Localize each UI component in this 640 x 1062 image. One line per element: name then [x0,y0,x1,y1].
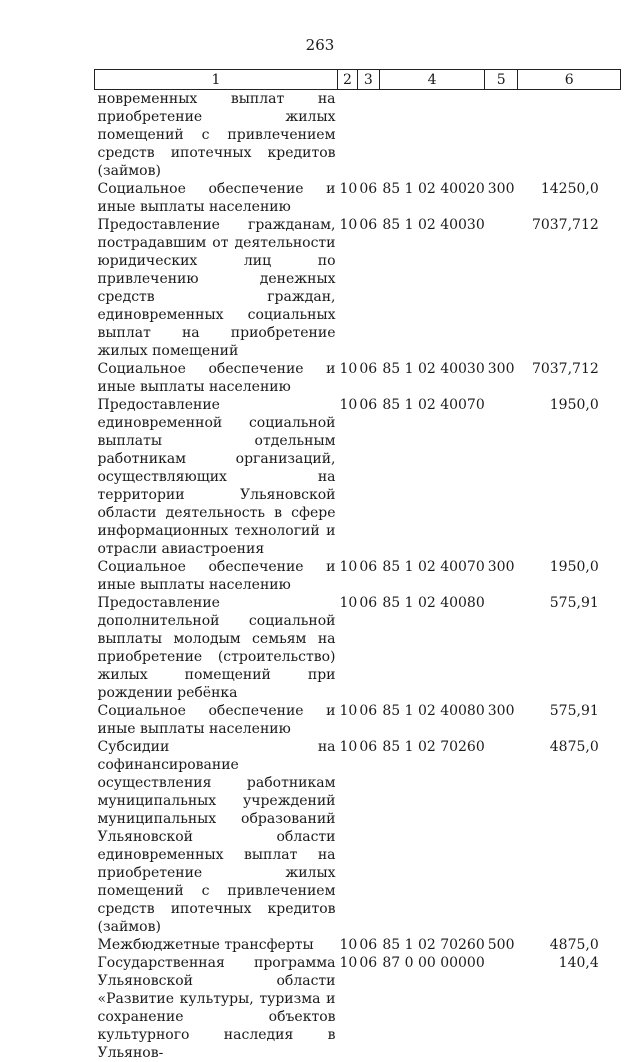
row-name-cell: Предоставление дополнительной социальной выплаты молодым семьям на приобретение (строительство) жилых помещений при рождении ребёнка [97,595,336,701]
table-row [95,396,621,558]
row-subsection-cell: 06 [359,361,378,377]
table-row [95,954,621,1062]
row-target-article-cell: 85 1 02 40080 [382,703,485,719]
row-amount-cell: 575,91 [549,595,599,611]
row-amount-cell: 1950,0 [549,559,599,575]
table-row [95,216,621,360]
row-subsection-cell: 06 [359,937,378,953]
row-name-cell: Субсидии на софинансирование осуществления работникам муниципальных учреждений муниципальных образований Ульяновской области единовременных выплат на приобретение жилых помещений с привлечением средств ипотечных кредитов (займов) [97,739,336,935]
row-subsection-cell: 06 [359,397,378,413]
table-row [95,936,621,954]
header-col-6: 6 [518,70,621,90]
row-section-cell: 10 [339,217,358,233]
header-col-3: 3 [357,70,379,90]
row-section-cell: 10 [339,703,358,719]
row-section-cell: 10 [339,937,358,953]
row-name-cell: Социальное обеспечение и иные выплаты населению [97,181,336,215]
row-section-cell: 10 [339,955,358,971]
row-expense-type-cell [485,954,518,1062]
row-name-cell: Социальное обеспечение и иные выплаты населению [97,361,336,395]
row-subsection-cell: 06 [359,559,378,575]
row-name-cell: новременных выплат на приобретение жилых помещений с привлечением средств ипотечных кредитов (займов) [97,91,336,179]
row-target-article-cell [379,90,484,181]
row-amount-cell [518,90,621,181]
table-row [95,558,621,594]
row-subsection-cell: 06 [359,181,378,197]
row-amount-cell: 140,4 [558,955,599,971]
row-name-cell: Предоставление гражданам, пострадавшим от деятельности юридических лиц по привлечению денежных средств граждан, единовременных социальных выплат на приобретение жилых помещений [97,217,336,359]
row-amount-cell: 7037,712 [531,361,599,377]
row-name-cell: Социальное обеспечение и иные выплаты населению [97,703,336,737]
page-number: 263 [305,36,335,54]
row-subsection-cell: 06 [359,955,378,971]
row-target-article-cell: 85 1 02 70260 [382,739,485,755]
row-subsection-cell [357,90,379,181]
row-section-cell: 10 [339,739,358,755]
row-name-cell: Социальное обеспечение и иные выплаты населению [97,559,336,593]
row-expense-type-cell: 500 [487,937,515,953]
table-row [95,702,621,738]
row-expense-type-cell [485,216,518,360]
row-subsection-cell: 06 [359,595,378,611]
row-target-article-cell: 87 0 00 00000 [382,955,485,971]
header-col-1: 1 [95,70,338,90]
row-amount-cell: 4875,0 [549,739,599,755]
row-amount-cell: 7037,712 [531,217,599,233]
row-expense-type-cell [485,738,518,936]
table-row [95,360,621,396]
row-amount-cell: 4875,0 [549,937,599,953]
row-subsection-cell: 06 [359,739,378,755]
table-row [95,90,621,181]
budget-table [94,69,621,1062]
row-expense-type-cell [485,594,518,702]
row-name-cell: Межбюджетные трансферты [97,937,314,953]
row-target-article-cell: 85 1 02 40020 [382,181,485,197]
row-subsection-cell: 06 [359,217,378,233]
row-amount-cell: 1950,0 [549,397,599,413]
table-row [95,594,621,702]
row-section-cell: 10 [339,595,358,611]
row-target-article-cell: 85 1 02 40070 [382,559,485,575]
table-row [95,738,621,936]
row-expense-type-cell: 300 [487,361,515,377]
row-amount-cell: 14250,0 [540,181,599,197]
row-target-article-cell: 85 1 02 40070 [382,397,485,413]
row-name-cell: Государственная программа Ульяновской области «Развитие культуры, туризма и сохранение объектов культурного наследия в Ульянов- [97,955,336,1061]
header-col-5: 5 [485,70,518,90]
row-expense-type-cell: 300 [487,703,515,719]
row-expense-type-cell: 300 [487,181,515,197]
row-target-article-cell: 85 1 02 40030 [382,217,485,233]
row-subsection-cell: 06 [359,703,378,719]
row-target-article-cell: 85 1 02 40080 [382,595,485,611]
row-amount-cell: 575,91 [549,703,599,719]
row-section-cell: 10 [339,397,358,413]
row-section-cell: 10 [339,361,358,377]
header-row [95,70,621,90]
row-expense-type-cell [485,396,518,558]
row-target-article-cell: 85 1 02 40030 [382,361,485,377]
row-name-cell: Предоставление единовременной социальной выплаты отдельным работникам организаций, осуществляющих на территории Ульяновской области деятельность в сфере информационных технологий и отрасли авиастроения [97,397,336,557]
row-section-cell: 10 [339,181,358,197]
header-col-4: 4 [379,70,484,90]
table-row [95,180,621,216]
row-section-cell: 10 [339,559,358,575]
header-col-2: 2 [338,70,358,90]
row-section-cell [338,90,358,181]
row-expense-type-cell [485,90,518,181]
row-expense-type-cell: 300 [487,559,515,575]
row-target-article-cell: 85 1 02 70260 [382,937,485,953]
